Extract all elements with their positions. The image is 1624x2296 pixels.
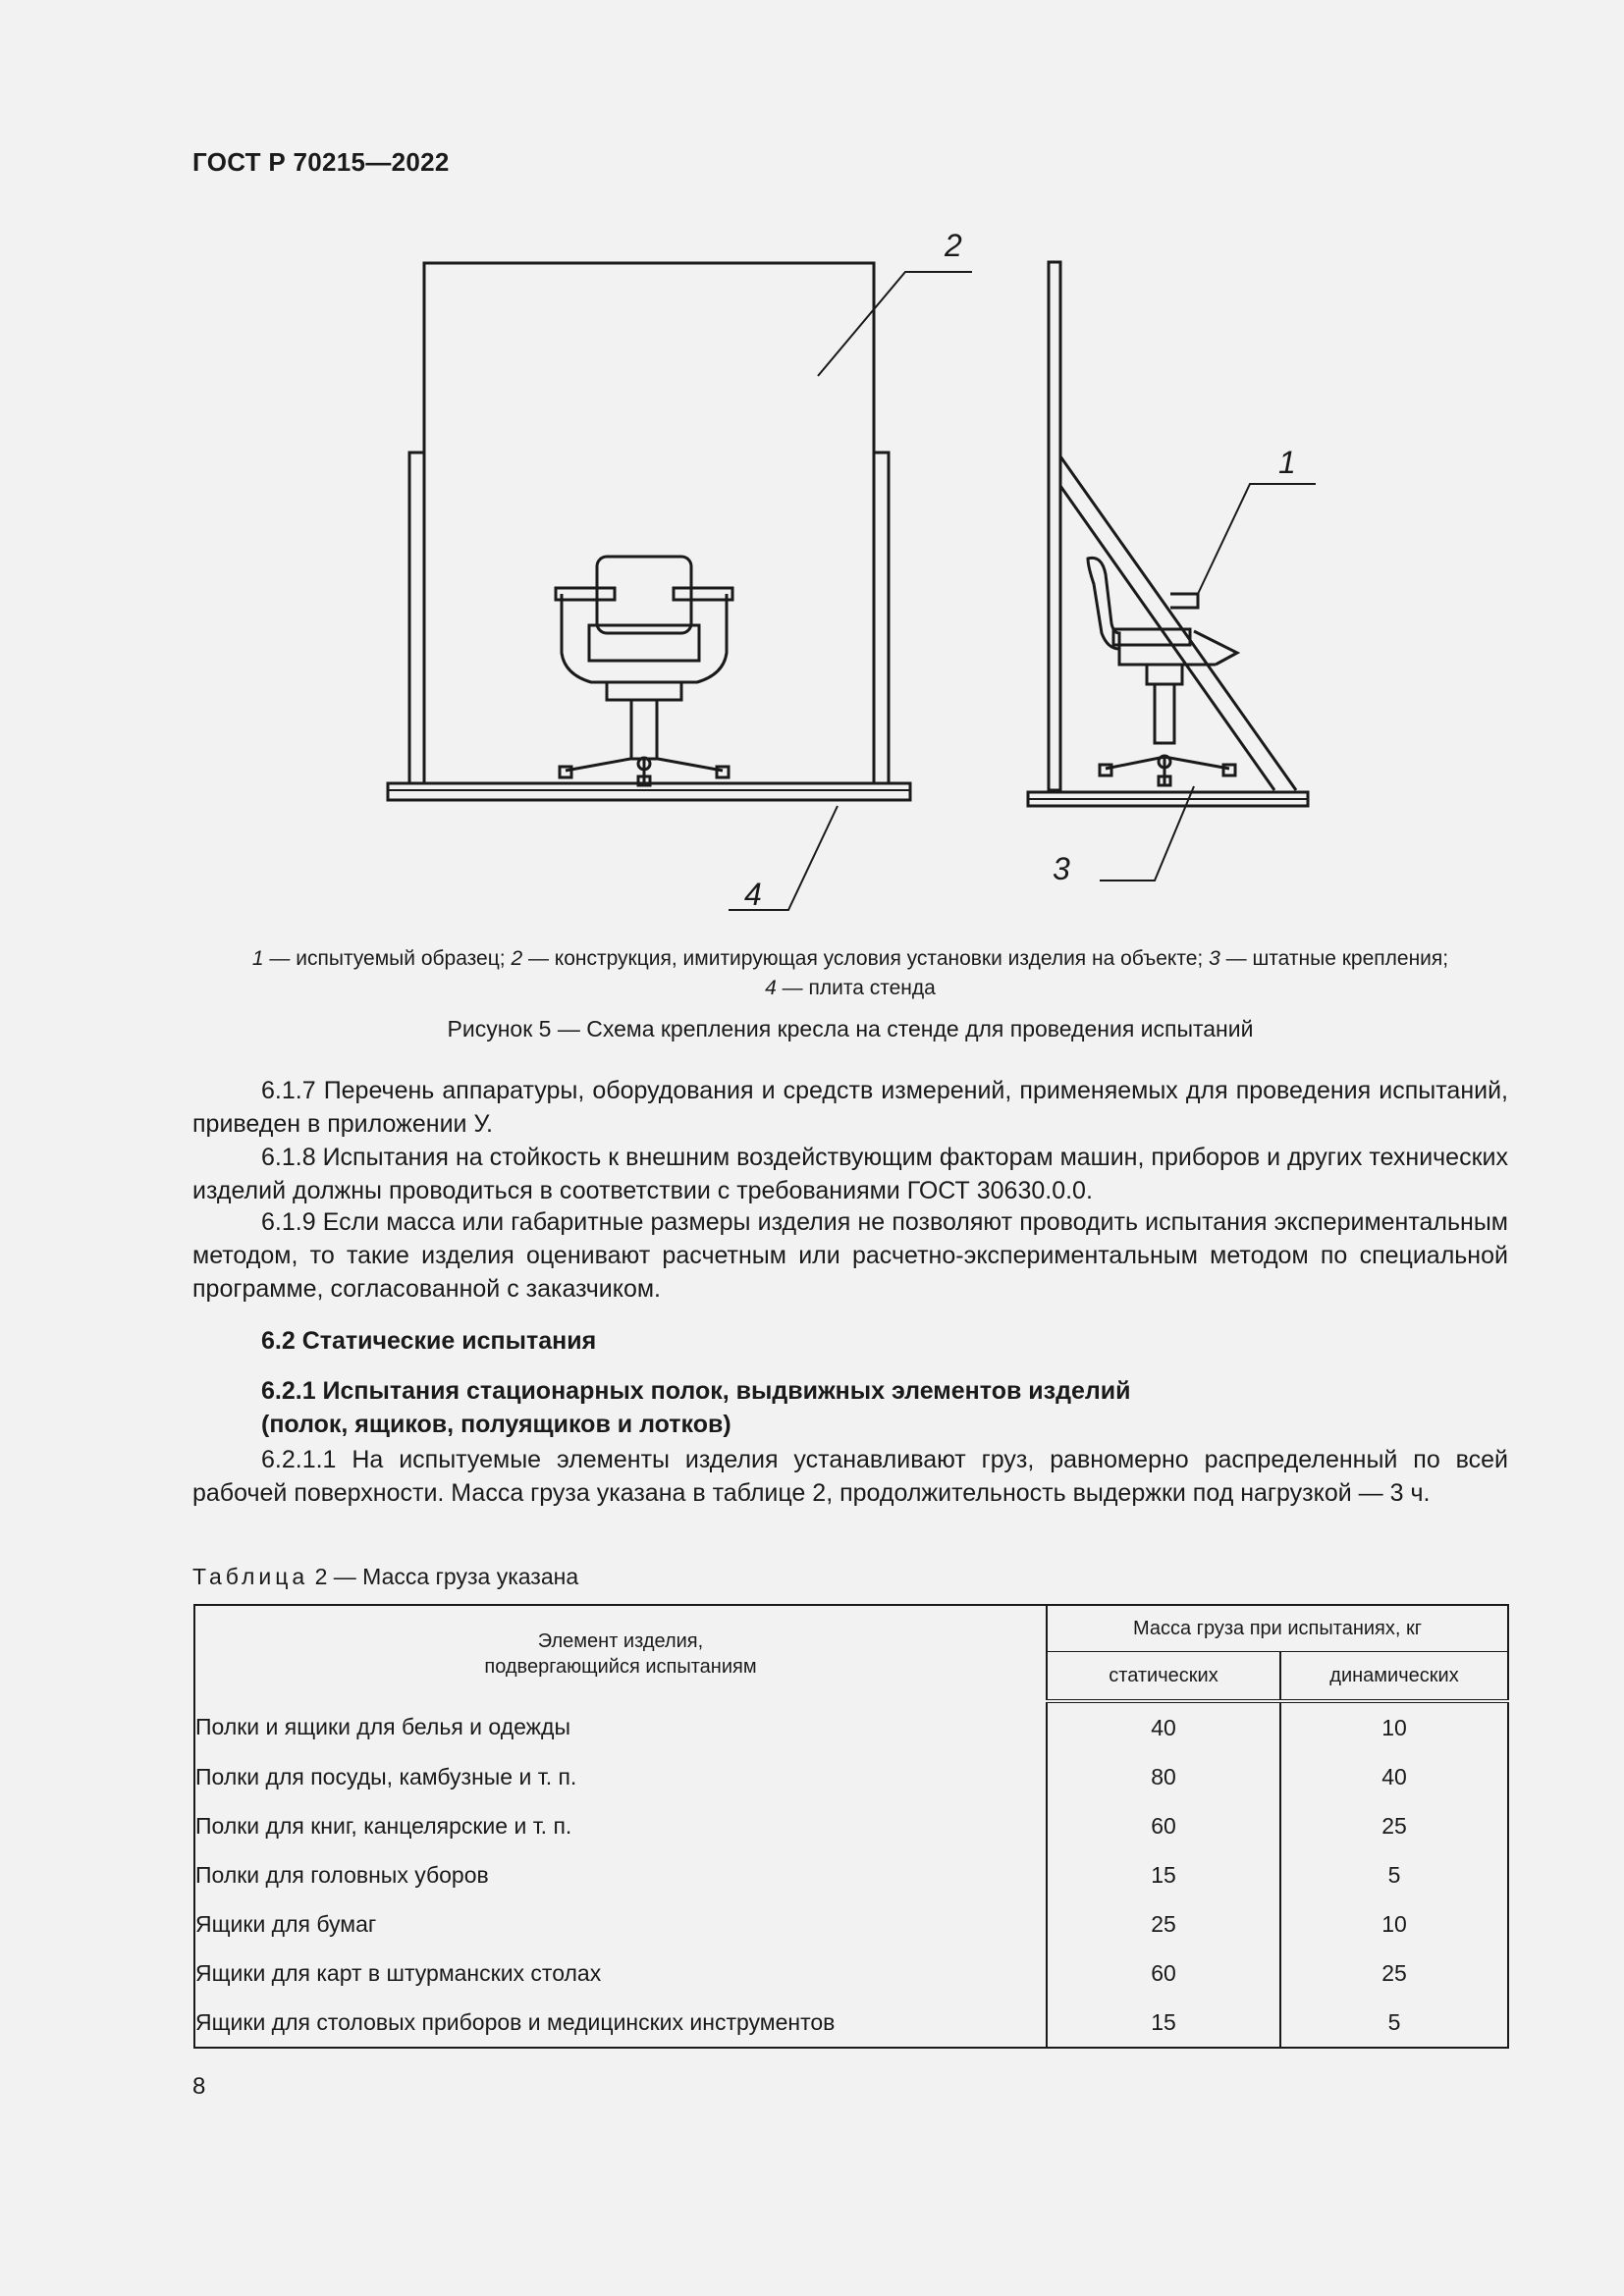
callout-2: 2 [945, 228, 962, 263]
header-mass: Масса груза при испытаниях, кг [1047, 1605, 1508, 1652]
row-static: 40 [1047, 1701, 1280, 1752]
callout-1: 1 [1278, 445, 1296, 480]
figure-chair-test-stand [373, 221, 1316, 928]
row-dynamic: 10 [1280, 1899, 1508, 1949]
figure-caption: Рисунок 5 — Схема крепления кресла на стенде для проведения испытаний [447, 1016, 1254, 1041]
front-view [388, 263, 910, 800]
paragraph-6-1-8 [192, 1141, 1508, 1207]
legend-num-3: 3 [1209, 947, 1220, 970]
paragraph-6-1-9 [192, 1205, 1508, 1306]
row-static: 15 [1047, 1998, 1280, 2048]
table-row [194, 1801, 1508, 1850]
section-heading-6-2: 6.2 Статические испытания [261, 1327, 597, 1355]
paragraph-6-1-7 [192, 1074, 1508, 1141]
row-name: Полки для посуды, камбузные и т. п. [194, 1752, 1047, 1801]
legend-num-4: 4 [765, 977, 777, 999]
row-dynamic: 10 [1280, 1701, 1508, 1752]
row-static: 15 [1047, 1850, 1280, 1899]
page-number: 8 [192, 2073, 206, 2100]
row-dynamic: 40 [1280, 1752, 1508, 1801]
diagonal-brace [1060, 456, 1296, 790]
row-name: Полки для головных уборов [194, 1850, 1047, 1899]
figure-legend-line1 [192, 944, 1508, 973]
section-heading-6-2-1-line1: 6.2.1 Испытания стационарных полок, выдвижных элементов изделий [261, 1377, 1131, 1405]
section-heading-6-2-1-line2: (полок, ящиков, полуящиков и лотков) [261, 1411, 731, 1438]
load-mass-table [193, 1604, 1509, 2049]
row-dynamic: 5 [1280, 1998, 1508, 2048]
paragraph-6-1-7-text: 6.1.7 Перечень аппаратуры, оборудования и средств измерений, применяемых для проведения испытаний, приведен в приложении У. [192, 1077, 1508, 1138]
row-name: Ящики для карт в штурманских столах [194, 1949, 1047, 1998]
side-view [1028, 262, 1308, 806]
chair-side-icon [1088, 558, 1237, 785]
legend-text-2: — конструкция, имитирующая условия установки изделия на объекте; [522, 947, 1210, 970]
header-element-line2: подвергающийся испытаниям [484, 1655, 757, 1678]
table-row [194, 1701, 1508, 1752]
document-header: ГОСТ Р 70215—2022 [192, 147, 450, 177]
header-element-line1: Элемент изделия, [537, 1629, 704, 1652]
row-name: Ящики для бумаг [194, 1899, 1047, 1949]
row-static: 80 [1047, 1752, 1280, 1801]
paragraph-6-1-8-text: 6.1.8 Испытания на стойкость к внешним воздействующим факторам машин, приборов и других технических изделий должны проводиться в соответствии с требованиями ГОСТ 30630.0.0. [192, 1144, 1508, 1204]
side-wall [1049, 262, 1060, 790]
row-dynamic: 25 [1280, 1949, 1508, 1998]
figure-legend-line2 [192, 974, 1508, 1002]
legend-num-2: 2 [511, 947, 523, 970]
table-row [194, 1949, 1508, 1998]
row-dynamic: 25 [1280, 1801, 1508, 1850]
callout-3: 3 [1053, 851, 1070, 886]
table-title-rest: 2 — Масса груза указана [308, 1564, 579, 1589]
enclosure-structure [409, 263, 889, 783]
chair-front-icon [556, 557, 732, 785]
enclosure-inner-line [424, 453, 874, 783]
legend-text-4: — плита стенда [776, 977, 936, 999]
section-heading-6-2-1 [261, 1374, 1439, 1441]
table-title-word: Таблица [192, 1564, 309, 1589]
row-name: Ящики для столовых приборов и медицинских инструментов [194, 1998, 1047, 2048]
paragraph-6-1-9-text: 6.1.9 Если масса или габаритные размеры изделия не позволяют проводить испытания экспериментальным методом, то такие изделия оценивают расчетным или расчетно-экспериментальным методом по специальной программе, согласованной с заказчиком. [192, 1208, 1508, 1303]
header-element [194, 1605, 1047, 1701]
callout-leaders [729, 272, 1316, 910]
legend-text-3: — штатные крепления; [1219, 947, 1449, 970]
table-row [194, 1752, 1508, 1801]
table-row [194, 1998, 1508, 2048]
table-row [194, 1850, 1508, 1899]
legend-text-1: — испытуемый образец; [263, 947, 512, 970]
header-static: статических [1047, 1652, 1280, 1702]
row-static: 60 [1047, 1801, 1280, 1850]
paragraph-6-2-1-1 [192, 1443, 1508, 1510]
row-dynamic: 5 [1280, 1850, 1508, 1899]
row-name: Полки и ящики для белья и одежды [194, 1701, 1047, 1752]
header-dynamic: динамических [1280, 1652, 1508, 1702]
row-name: Полки для книг, канцелярские и т. п. [194, 1801, 1047, 1850]
table-row [194, 1899, 1508, 1949]
legend-num-1: 1 [251, 947, 264, 970]
table-title [192, 1564, 578, 1590]
paragraph-6-2-1-1-text: 6.2.1.1 На испытуемые элементы изделия устанавливают груз, равномерно распределенный по всей рабочей поверхности. Масса груза указана в таблице 2, продолжительность выдержки под нагрузкой — 3 ч. [192, 1446, 1508, 1507]
row-static: 60 [1047, 1949, 1280, 1998]
row-static: 25 [1047, 1899, 1280, 1949]
callout-4: 4 [744, 877, 762, 912]
